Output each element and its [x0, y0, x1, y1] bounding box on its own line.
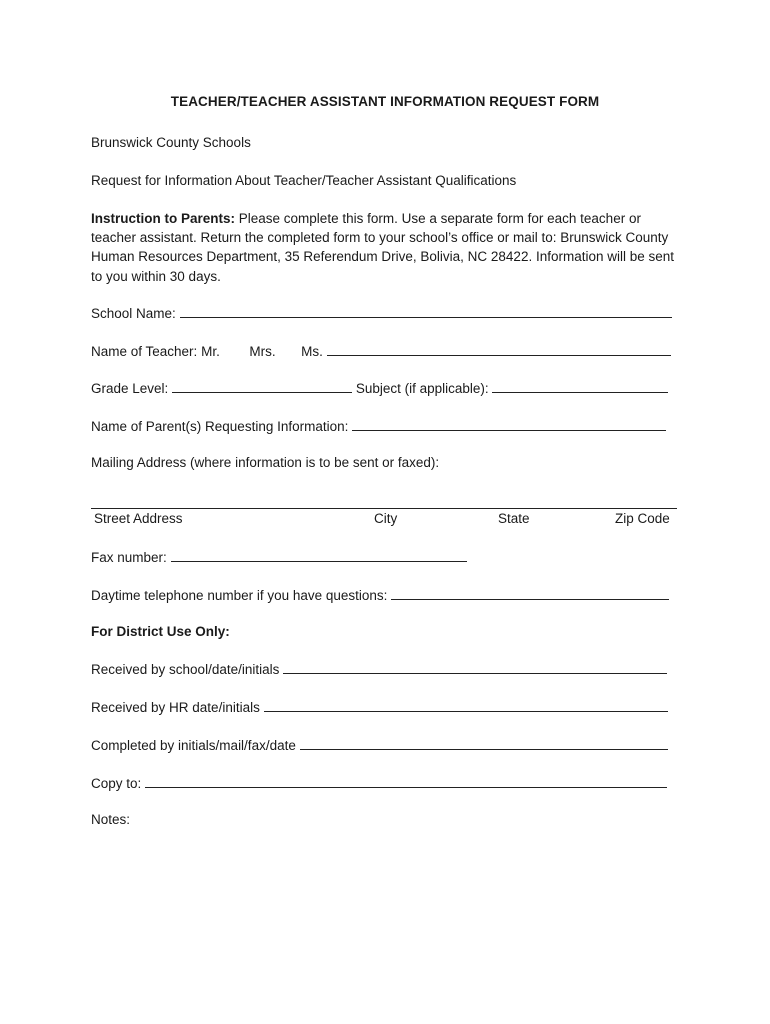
- instructions-label: Instruction to Parents:: [91, 211, 236, 226]
- school-name-field[interactable]: [180, 305, 672, 318]
- title-mr-option[interactable]: Mr.: [201, 344, 220, 359]
- school-name-label: School Name:: [91, 306, 176, 321]
- grade-subject-row: [91, 380, 668, 397]
- received-school-row: [91, 661, 667, 678]
- received-school-field[interactable]: [283, 661, 667, 674]
- parent-name-row: [91, 418, 666, 435]
- received-hr-row: [91, 699, 668, 716]
- copy-to-label: Copy to:: [91, 776, 142, 791]
- district-use-heading: For District Use Only:: [91, 624, 230, 639]
- teacher-name-label: Name of Teacher:: [91, 344, 198, 359]
- fax-number-field[interactable]: [171, 549, 467, 562]
- city-label: City: [374, 511, 398, 526]
- fax-row: [91, 549, 467, 566]
- form-title: TEACHER/TEACHER ASSISTANT INFORMATION REQUEST FORM: [170, 94, 600, 109]
- phone-row: [91, 587, 669, 604]
- teacher-name-row: [91, 343, 671, 360]
- mailing-address-label: Mailing Address (where information is to be sent or faxed):: [91, 455, 440, 470]
- fax-number-label: Fax number:: [91, 550, 167, 565]
- instructions-text: Please complete this form. Use a separate form for each teacher or teacher assistant. Return the completed form to your school’s office or mail to: Brunswick County Human Resources Department, 35 Referendum Drive, Bolivia, NC 28422. Information will be sent to you within 30 days.: [91, 211, 675, 284]
- subject-label: Subject (if applicable):: [355, 381, 489, 396]
- district-name: Brunswick County Schools: [91, 135, 251, 150]
- zip-code-label: Zip Code: [615, 511, 670, 526]
- school-name-row: [91, 305, 672, 322]
- title-ms-option[interactable]: Ms.: [301, 344, 323, 359]
- title-mrs-option[interactable]: Mrs.: [249, 344, 276, 359]
- notes-label: Notes:: [91, 812, 131, 827]
- grade-level-field[interactable]: [172, 380, 352, 393]
- completed-row: [91, 737, 668, 754]
- completed-label: Completed by initials/mail/fax/date: [91, 738, 296, 753]
- teacher-name-field[interactable]: [327, 343, 671, 356]
- subject-field[interactable]: [492, 380, 668, 393]
- received-hr-field[interactable]: [264, 699, 668, 712]
- received-school-label: Received by school/date/initials: [91, 662, 280, 677]
- received-hr-label: Received by HR date/initials: [91, 700, 260, 715]
- copy-to-row: [91, 775, 667, 792]
- completed-field[interactable]: [300, 737, 668, 750]
- parent-name-field[interactable]: [352, 418, 666, 431]
- daytime-phone-label: Daytime telephone number if you have questions:: [91, 588, 388, 603]
- mailing-address-field[interactable]: [91, 508, 677, 509]
- form-subtitle: Request for Information About Teacher/Teacher Assistant Qualifications: [91, 173, 517, 188]
- parent-name-label: Name of Parent(s) Requesting Information:: [91, 419, 349, 434]
- copy-to-field[interactable]: [145, 775, 667, 788]
- state-label: State: [498, 511, 530, 526]
- grade-level-label: Grade Level:: [91, 381, 169, 396]
- daytime-phone-field[interactable]: [391, 587, 669, 600]
- instructions-paragraph: [91, 209, 681, 286]
- street-address-label: Street Address: [94, 511, 183, 526]
